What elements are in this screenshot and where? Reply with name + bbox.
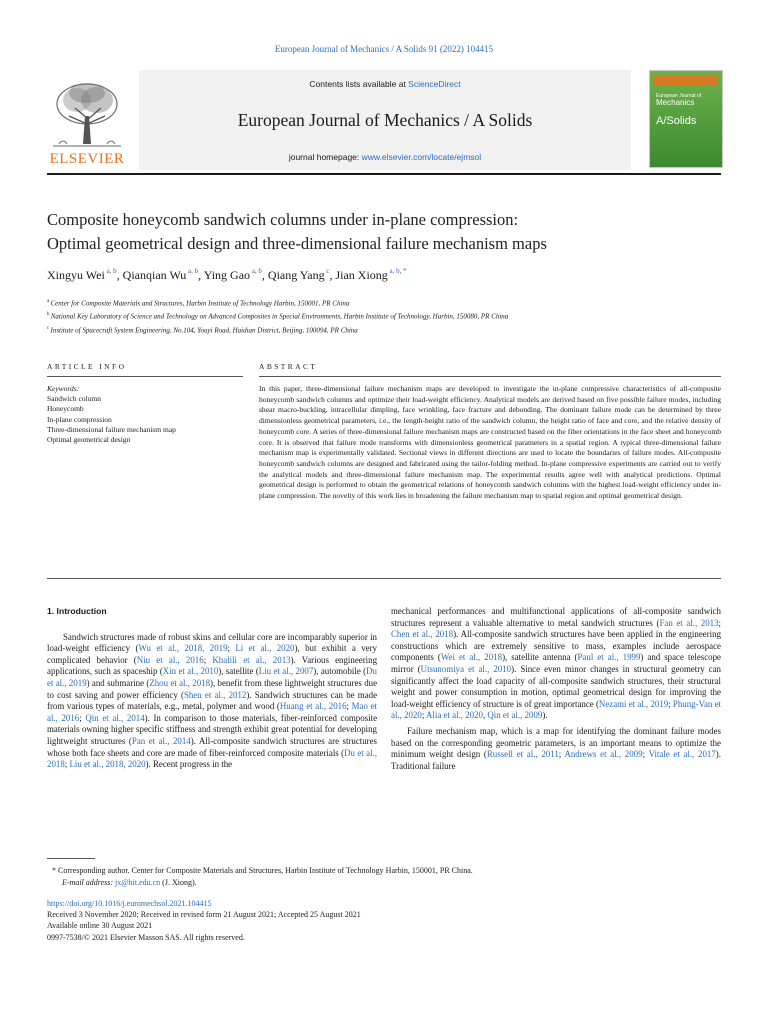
footnote bbox=[52, 865, 712, 889]
citation-link[interactable]: Shen et al., 2012 bbox=[183, 689, 247, 700]
elsevier-logo[interactable] bbox=[47, 78, 127, 170]
citation-link[interactable]: Huang et al., 2016 bbox=[279, 701, 347, 712]
keyword-item: Optimal geometrical design bbox=[47, 435, 131, 445]
keyword-item: Three-dimensional failure mechanism map bbox=[47, 424, 176, 434]
email-link[interactable]: jx@hit.edu.cn bbox=[115, 878, 161, 887]
author-affiliation-mark[interactable]: a, b, * bbox=[387, 267, 407, 275]
affiliation-line: $^c$ Institute of Spacecraft System Engineering, No.104, Youyi Road, Haidian District, Beijing, 100094, PR China bbox=[47, 325, 358, 334]
affiliations bbox=[47, 296, 721, 336]
author-name[interactable]: Xingyu Wei bbox=[47, 268, 105, 282]
citation-link[interactable]: Mao et al., 2016 bbox=[47, 701, 377, 723]
cover-section: A/Solids bbox=[656, 115, 697, 127]
citation-link[interactable]: Paul et al., 1999 bbox=[577, 652, 641, 663]
citation-link[interactable]: Chen et al., 2018 bbox=[391, 629, 454, 640]
citation-link[interactable]: Vitale et al., 2017 bbox=[648, 749, 716, 760]
citation-link[interactable]: Wei et al., 2018 bbox=[440, 652, 503, 663]
article-info-heading: ARTICLE INFO bbox=[47, 362, 127, 371]
cover-title: Mechanics bbox=[656, 98, 695, 107]
elsevier-wordmark: ELSEVIER bbox=[49, 151, 125, 167]
sciencedirect-link[interactable]: ScienceDirect bbox=[408, 79, 461, 89]
keyword-item: In-plane compression bbox=[47, 414, 112, 424]
elsevier-tree-icon bbox=[47, 78, 127, 152]
body-column-right bbox=[391, 606, 721, 772]
body-paragraph: Failure mechanism map, which is a map for identifying the dominant failure modes based on the corresponding geometric parameters, is an important means to optimize the minimum weight design (Russell et al., 2011; Andrews et al., 2009; Vitale et al., 2017). Traditional failure bbox=[391, 725, 721, 771]
copyright: 0997-7538/© 2021 Elsevier Masson SAS. All rights reserved. bbox=[47, 932, 245, 942]
citation-link[interactable]: Wu et al., 2018, 2019 bbox=[138, 643, 228, 654]
author-list: Xingyu Wei $^{a, b}$, Qianqian Wu $^{a, b}$, Ying Gao $^{a, b}$, Qiang Yang $^c$, Jian Xiong $^{a, b, *}$ bbox=[47, 267, 407, 282]
citation-link[interactable]: Alia et al., 2020 bbox=[426, 710, 483, 721]
journal-citation[interactable]: European Journal of Mechanics / A Solids 91 (2022) 104415 bbox=[274, 44, 494, 54]
cover-subtitle: European Journal of bbox=[656, 93, 702, 99]
email-line: E-mail address: jx@hit.edu.cn (J. Xiong). bbox=[62, 878, 197, 887]
author-name[interactable]: Ying Gao bbox=[203, 268, 251, 282]
citation-link[interactable]: Nezami et al., 2019 bbox=[598, 698, 669, 709]
author-name[interactable]: Qiang Yang bbox=[267, 268, 325, 282]
author-affiliation-mark[interactable]: a, b bbox=[250, 267, 262, 275]
abstract-heading: ABSTRACT bbox=[259, 362, 318, 371]
citation-link[interactable]: Qin et al., 2014 bbox=[85, 712, 145, 723]
citation-link[interactable]: Utsunomiya et al., 2010 bbox=[420, 663, 512, 674]
body-paragraph: mechanical performances and multifunctional applications of all-composite sandwich structures represent a valuable alternative to metal sandwich structures (Fan et al., 2013; Chen et al., 2018). All-composite sandwich structures have been applied in the engineering constructions which are extremely sensitive to mass, examples include aerospace components (Wei et al., 2018), satellite antenna (Paul et al., 1999) and space telescope mirror (Utsunomiya et al., 2010). Since even minor changes in structural geometry can significantly affect the load capacity of all-composite sandwich structures, their structural weight and power consumption in motion, optimal geometrical design for improving the load-weight efficiency of structure is of great importance (Nezami et al., 2019; Phung-Van et al., 2020; Alia et al., 2020, Qin et al., 2009). bbox=[391, 606, 722, 721]
citation-link[interactable]: Qin et al., 2009 bbox=[487, 710, 543, 721]
author-name[interactable]: Jian Xiong bbox=[335, 268, 388, 282]
masthead bbox=[47, 70, 721, 170]
keyword-item: Sandwich column bbox=[47, 394, 101, 404]
body-column-left bbox=[47, 606, 377, 771]
header-divider bbox=[47, 173, 721, 175]
article-metadata bbox=[47, 898, 721, 943]
abstract-bottom-divider bbox=[47, 578, 721, 579]
author-affiliation-mark[interactable]: a, b bbox=[104, 267, 117, 275]
citation-link[interactable]: Zhou et al., 2018 bbox=[149, 677, 211, 688]
abstract-text: In this paper, three-dimensional failure mechanism maps are developed to investigate the in-plane compressive characteristics of all-composite honeycomb sandwich columns and optimize their load-weight efficiency. Analytical models are derived based on five possible failure modes, including shear macro-buckling, intracellular dimpling, face wrinkling, face fracture and debonding. The dominant failure mode can be determined by three dimensionless geometrical parameters, i.e., the length-height ratio of the sandwich column, the height ratio of face and core, and the relative density of honeycomb core. A series of three-dimensional failure mechanism maps are constructed based on the fiber orientations in the face sheet and honeycomb core. It is observed that failure mode transforms with dimensionless geometrical parameters in a spatial region. A typical three-dimensional failure mechanism map is experimentally validated. Sectional views in different directions are used to locate the boundaries of failure modes. All-composite honeycomb sandwich columns are designed and fabricated using the tailor-folding method. In-plane compressive experiments are carried out to verify the analytical models and three-dimensional failure mechanism map. The experimental results agree well with analytical predictions. Optimal geometrical design is performed to obtain the geometrical relations of honeycomb sandwich columns with the highest load-weight efficiency under in-plane compression. The novelty of this work lies in broadening the failure mechanism map to spatial region and optimal geometrical design. bbox=[259, 384, 721, 501]
article-info-divider bbox=[47, 376, 243, 377]
citation-link[interactable]: Liu et al., 2018, 2020 bbox=[69, 759, 146, 770]
contents-line: Contents lists available at ScienceDirect bbox=[309, 79, 461, 89]
homepage-link[interactable]: www.elsevier.com/locate/ejmsol bbox=[361, 152, 482, 162]
footnote-divider bbox=[47, 858, 95, 859]
journal-title: European Journal of Mechanics / A Solids bbox=[237, 110, 533, 130]
citation-link[interactable]: Fan et al., 2013 bbox=[659, 617, 719, 628]
journal-banner bbox=[139, 70, 631, 170]
article-title: Composite honeycomb sandwich columns under in-plane compression: Optimal geometrical design and three-dimensional failure mechanism maps bbox=[47, 210, 547, 253]
keyword-item: Honeycomb bbox=[47, 404, 84, 414]
citation-link[interactable]: Andrews et al., 2009 bbox=[564, 749, 643, 760]
section-heading-introduction: 1. Introduction bbox=[47, 606, 107, 616]
body-paragraph: Sandwich structures made of robust skins and cellular core are incomparably superior in load-weight efficiency (Wu et al., 2018, 2019; Li et al., 2020), but exhibit a very complicated behavior (Niu et al., 2016; Khalili et al., 2013). Various engineering applications, such as spaceship (Xin et al., 2010), satellite (Liu et al., 2007), automobile (Du et al., 2019) and submarine (Zhou et al., 2018), benefit from these lightweight structures due to cost saving and power efficiency (Shen et al., 2012). Sandwich structures can be made from various types of materials, e.g., metal, polymer and wood (Huang et al., 2016; Mao et al., 2016; Qin et al., 2014). In comparison to those materials, fiber-reinforced composite materials owning higher specific stiffness and strength exhibit great potential for developing lightweight structures (Pan et al., 2014). All-composite sandwich structures are structures whose both face sheets and core are made of fiber-reinforced composite materials (Du et al., 2018; Liu et al., 2018, 2020). Recent progress in the bbox=[47, 631, 378, 770]
abstract-divider bbox=[259, 376, 721, 377]
citation-link[interactable]: Pan et al., 2014 bbox=[131, 735, 191, 746]
author-affiliation-mark[interactable]: c bbox=[324, 267, 330, 275]
citation-link[interactable]: Liu et al., 2007 bbox=[258, 666, 314, 677]
cover-strip bbox=[654, 75, 718, 85]
citation-link[interactable]: Niu et al., 2016 bbox=[136, 654, 204, 665]
citation-link[interactable]: Du et al., 2018 bbox=[47, 747, 377, 770]
citation-link[interactable]: Khalili et al., 2013 bbox=[212, 654, 291, 665]
affiliation-line: $^a$ Center for Composite Materials and Structures, Harbin Institute of Technology Harbin, 150001, PR China bbox=[47, 299, 350, 308]
keyword-list bbox=[47, 394, 247, 445]
affiliation-line: $^b$ National Key Laboratory of Science and Technology on Advanced Composites in Special Environments, Harbin Institute of Technology, Harbin, 150080, PR China bbox=[47, 312, 509, 321]
received-dates: Received 3 November 2020; Received in revised form 21 August 2021; Accepted 25 August 2021 bbox=[47, 910, 361, 920]
keywords-label: Keywords: bbox=[47, 384, 80, 393]
doi-link[interactable]: https://doi.org/10.1016/j.euromechsol.2021.104415 bbox=[47, 899, 212, 908]
journal-cover-thumbnail[interactable] bbox=[649, 70, 723, 168]
citation-link[interactable]: Xin et al., 2010 bbox=[162, 666, 219, 677]
keywords-block bbox=[47, 384, 247, 445]
author-name[interactable]: Qianqian Wu bbox=[122, 268, 187, 282]
citation-link[interactable]: Du et al., 2019 bbox=[47, 666, 377, 688]
corresponding-author-note: * Corresponding author. Center for Composite Materials and Structures, Harbin Institute of Technology Harbin, 150001, PR China. bbox=[52, 866, 473, 875]
citation-link[interactable]: Russell et al., 2011 bbox=[486, 749, 559, 760]
author-affiliation-mark[interactable]: a, b bbox=[186, 267, 199, 275]
homepage-line: journal homepage: www.elsevier.com/locate/ejmsol bbox=[288, 152, 482, 162]
citation-link[interactable]: Phung-Van et al., 2020 bbox=[391, 698, 721, 721]
online-date: Available online 30 August 2021 bbox=[47, 921, 153, 931]
citation-link[interactable]: Li et al., 2020 bbox=[235, 643, 295, 654]
